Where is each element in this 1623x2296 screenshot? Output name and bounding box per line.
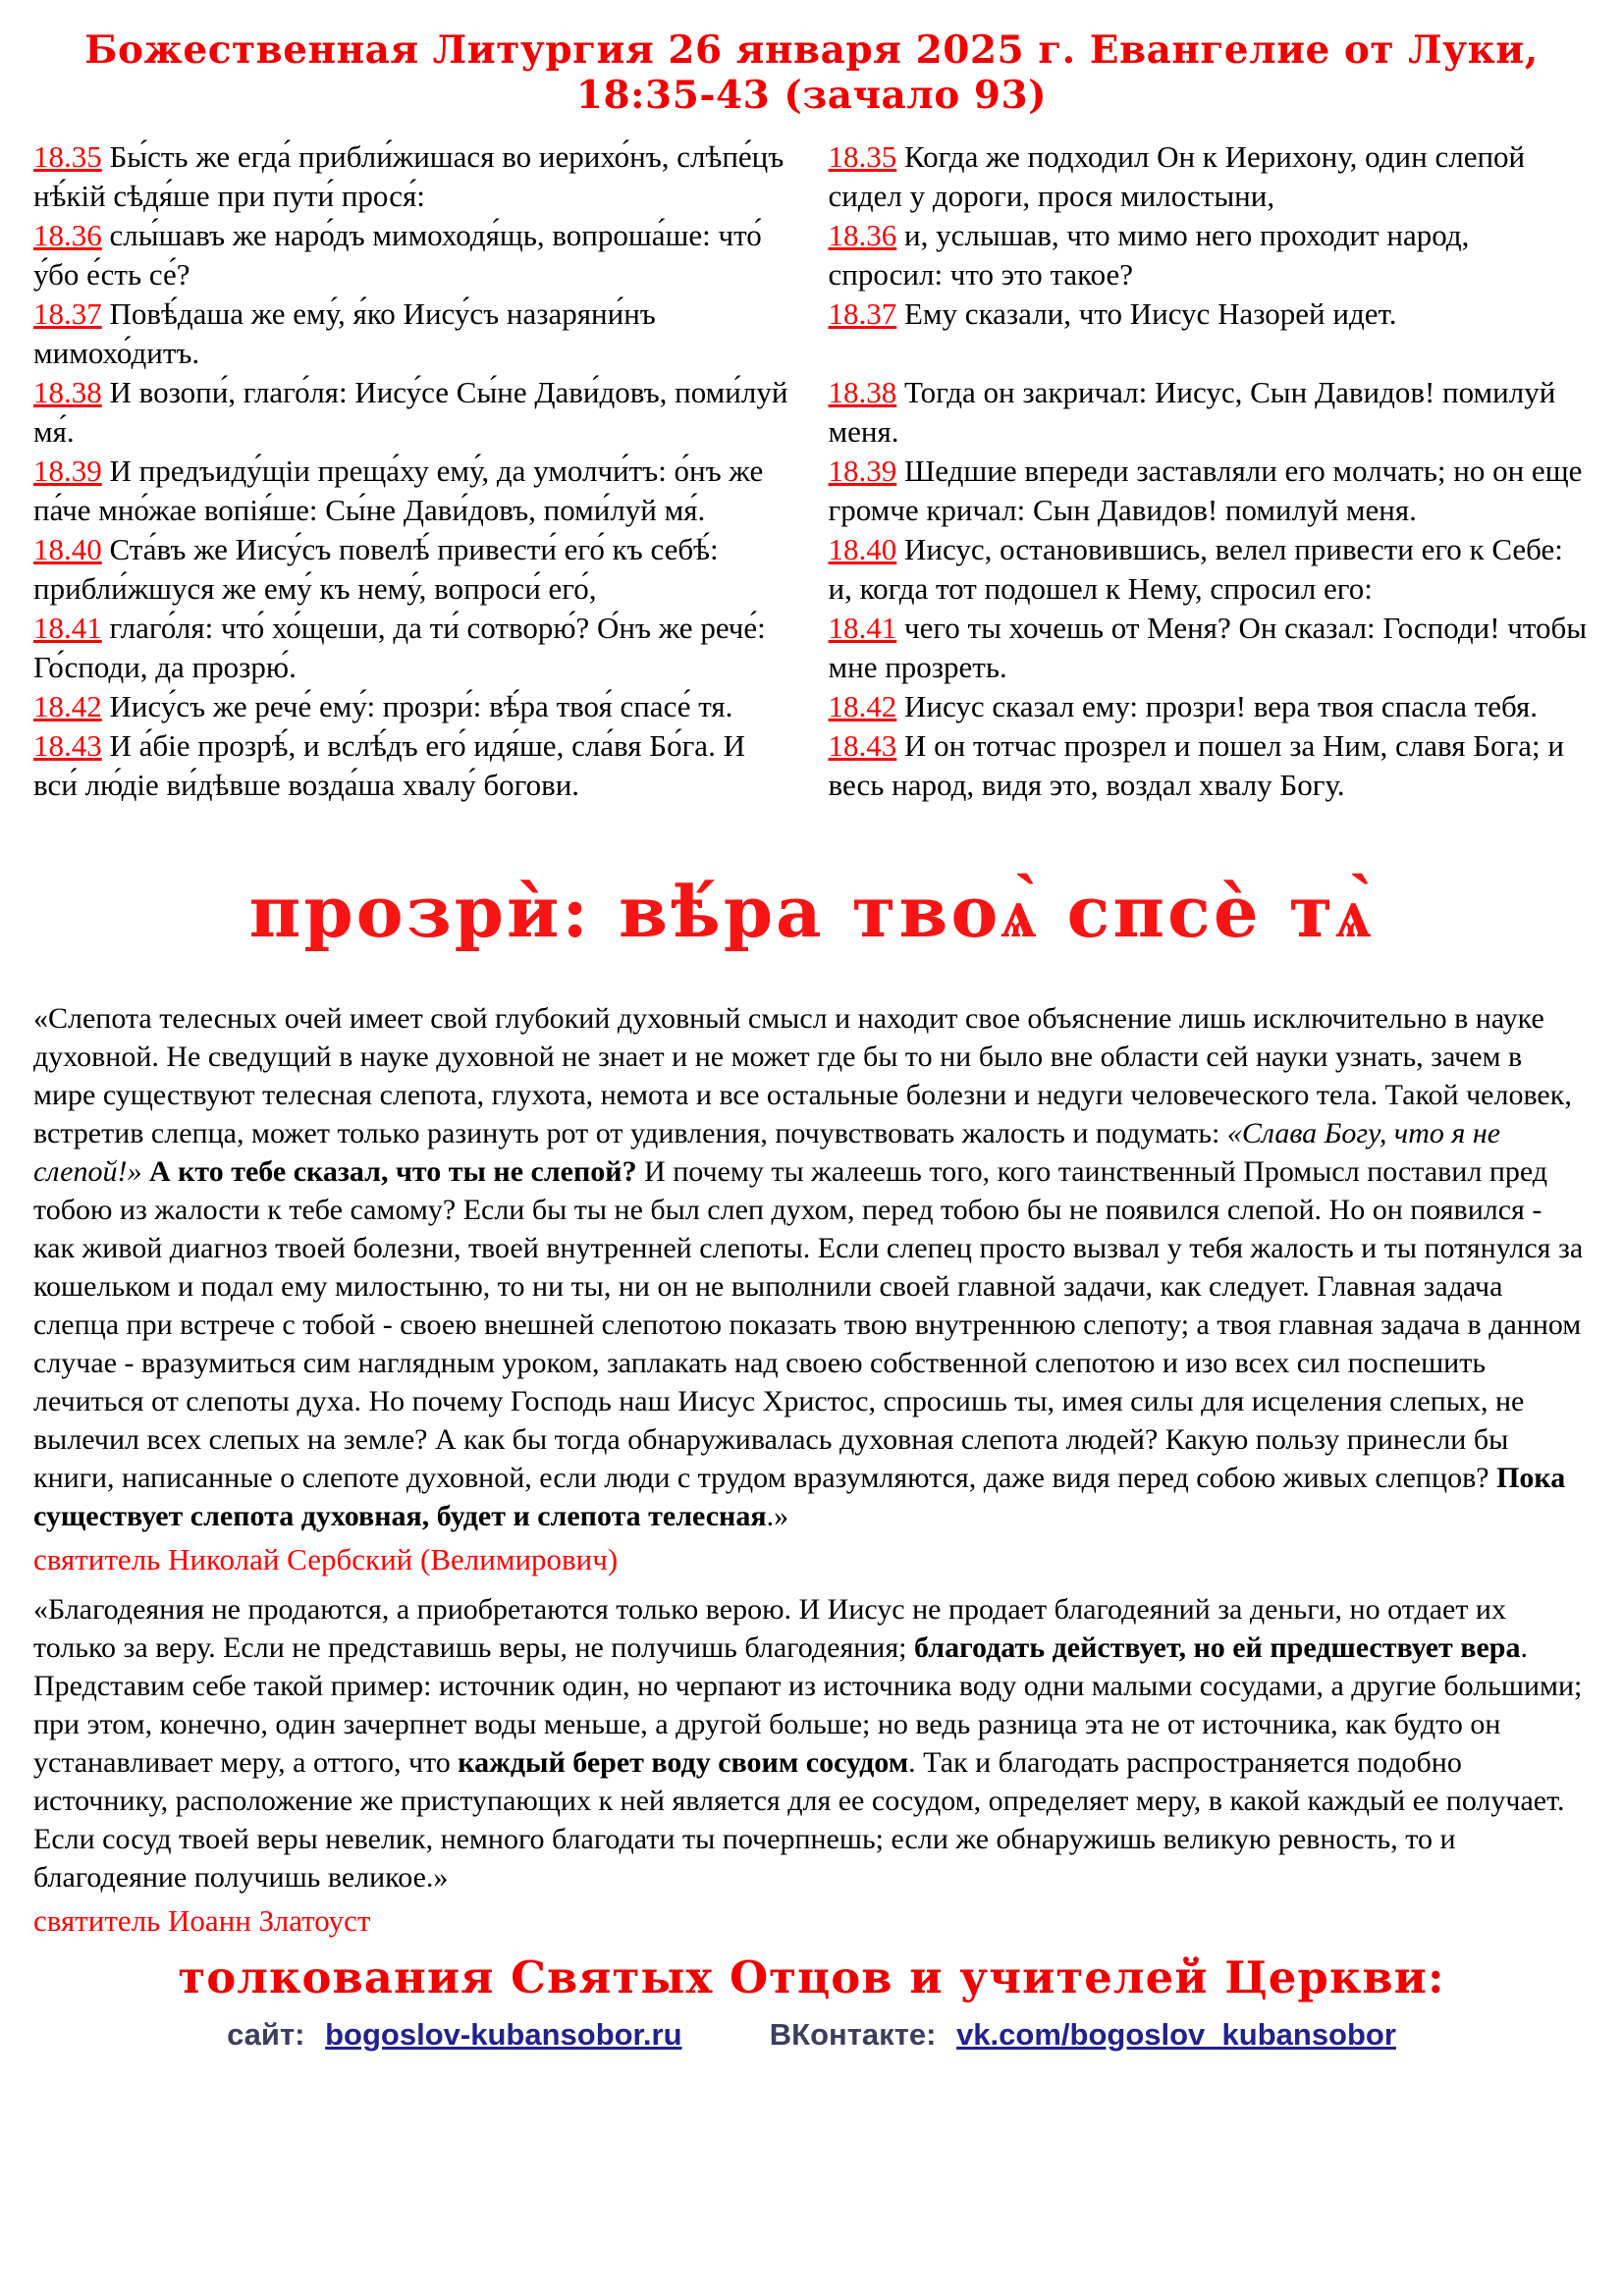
verse-number: 18.40 xyxy=(33,532,102,566)
vk-link[interactable]: vk.com/bogoslov_kubansobor xyxy=(956,2017,1396,2052)
text-segment: Пока существует слепота духовная, будет и слепота телесная xyxy=(33,1462,1566,1532)
verse-text-cs: 18.38 И возопи́, глаго́ля: Иису́се Сы́не Дави́довъ, поми́луй мя́. xyxy=(33,375,788,449)
commentary-heading: толкования Святых Отцов и учителей Церкви: xyxy=(178,1951,1445,2003)
verse-number: 18.35 xyxy=(828,139,897,174)
verse-number: 18.43 xyxy=(828,728,897,763)
verse-row xyxy=(33,452,1590,530)
verse-row xyxy=(33,373,1590,452)
verse-number: 18.36 xyxy=(828,218,897,252)
verse-row xyxy=(33,687,1590,726)
site-label: сайт: xyxy=(227,2017,305,2052)
verse-number: 18.41 xyxy=(828,611,897,645)
verse-text-ru: 18.43 И он тотчас прозрел и пошел за Ним, славя Бога; и весь народ, видя это, воздал хвалу Богу. xyxy=(828,728,1565,802)
text-segment: «Слепота телесных очей имеет свой глубокий духовный смысл и находит свое объяснение лишь исключительно в науке духовной. Не сведущий в науке духовной не знает и не может где бы то ни было вне области сей науки узнать, зачем в мире существуют телесная слепота, глухота, немота и все остальные болезни и недуги человеческого тела. Такой человек, встретив слепца, может только разинуть рот от удивления, почувствовать жалость и подумать: xyxy=(33,1002,1572,1149)
site-link[interactable]: bogoslov-kubansobor.ru xyxy=(325,2017,682,2052)
verse-text-cs: 18.36 слы́шавъ же наро́дъ мимоходя́щь, вопроша́ше: что́ у́бо е́сть се́? xyxy=(33,218,762,292)
commentary-section xyxy=(33,999,1590,1942)
verse-text-ru: 18.41 чего ты хочешь от Меня? Он сказал: Господи! чтобы мне прозреть. xyxy=(828,611,1588,684)
verse-text-cs: 18.40 Ста́въ же Иису́съ повелѣ́ привести́ его́ къ себѣ́: прибли́жшуся же ему́ къ нему́, вопроси́ его́, xyxy=(33,532,719,606)
verse-number: 18.41 xyxy=(33,611,102,645)
verse-text-cs: 18.35 Бы́сть же егда́ прибли́жишася во иерихо́нъ, слѣпе́цъ нѣ́кій сѣдя́ше при пути́ прося́: xyxy=(33,139,784,213)
verse-text-ru: 18.35 Когда же подходил Он к Иерихону, один слепой сидел у дороги, прося милостыни, xyxy=(828,139,1526,213)
attribution: святитель Иоанн Златоуст xyxy=(33,1903,371,1938)
verse-row xyxy=(33,609,1590,687)
text-segment: каждый берет воду своим сосудом xyxy=(458,1746,909,1779)
verse-number: 18.37 xyxy=(828,296,897,331)
page-title: Божественная Литургия 26 января 2025 г. Евангелие от Луки, 18:35-43 (зачало 93) xyxy=(84,27,1539,118)
verse-number: 18.39 xyxy=(828,454,897,488)
text-segment: . Так и благодать распространяется подобно источнику, расположение же приступающих к ней является для ее сосудом, определяет меру, в какой каждый ее получает. Если сосуд твоей веры невелик, немного благодати ты почерпнешь; если же обнаружишь великую ревность, то и благодеяние получишь великое.» xyxy=(33,1746,1565,1894)
verse-number: 18.40 xyxy=(828,532,897,566)
verse-text-ru: 18.36 и, услышав, что мимо него проходит народ, спросил: что это такое? xyxy=(828,218,1470,292)
verse-number: 18.42 xyxy=(828,689,897,723)
verse-text-ru: 18.38 Тогда он закричал: Иисус, Сын Давидов! помилуй меня. xyxy=(828,375,1556,449)
verse-number: 18.36 xyxy=(33,218,102,252)
verse-number: 18.35 xyxy=(33,139,102,174)
text-segment xyxy=(141,1155,149,1188)
verse-number: 18.38 xyxy=(33,375,102,409)
verse-number: 18.37 xyxy=(33,296,102,331)
verse-text-ru: 18.39 Шедшие впереди заставляли его молчать; но он еще громче кричал: Сын Давидов! помилуй меня. xyxy=(828,454,1583,527)
text-segment: «Благодеяния не продаются, а приобретаются только верою. И Иисус не продает благодеяний за деньги, но отдает их только за веру. Если не представишь веры, не получишь благодеяния; xyxy=(33,1593,1506,1664)
text-segment: .» xyxy=(766,1500,789,1532)
text-segment: И почему ты жалеешь того, кого таинственный Промысл поставил пред тобою из жалости к тебе самому? Если бы ты не был слеп духом, перед тобою бы не появился слепой. Но он появился - как живой диагноз твоей болезни, твоей внутренней слепоты. Если слепец просто вызвал у тебя жалость и ты потянулся за кошельком и подал ему милостыню, то ни ты, ни он не выполнили своей главной задачи, как следует. Главная задача слепца при встрече с тобой - своею внешней слепотою показать твою внутреннюю слепоту; а твоя главная задача в данном случае - вразумиться сим наглядным уроком, заплакать над своею собственной слепотою и изо всех сил поспешить лечиться от слепоты духа. Но почему Господь наш Иисус Христос, спросишь ты, имея силы для исцеления слепых, не вылечил всех слепых на земле? А как бы тогда обнаруживалась духовная слепота людей? Какую пользу принесли бы книги, написанные о слепоте духовной, если люди с трудом вразумляются, даже видя перед собою живых слепцов? xyxy=(33,1155,1584,1494)
attribution: святитель Николай Сербский (Велимирович) xyxy=(33,1542,619,1576)
verse-row xyxy=(33,530,1590,609)
commentary-paragraph xyxy=(33,1590,1590,1896)
slavonic-headline: прозрѝ: вѣ́ра твоѧ̀ спсѐ тѧ̀ xyxy=(248,870,1375,953)
verse-text-cs: 18.42 Иису́съ же рече́ ему́: прозри́: вѣ́ра твоя́ спасе́ тя. xyxy=(33,689,733,723)
text-segment: благодать действует, но ей предшествует вера xyxy=(913,1631,1521,1664)
verse-text-cs: 18.41 глаго́ля: что́ хо́щеши, да ти́ сотворю́? О́нъ же рече́: Го́споди, да прозрю́. xyxy=(33,611,766,684)
text-segment: А кто тебе сказал, что ты не слепой? xyxy=(148,1155,637,1188)
verse-text-ru: 18.40 Иисус, остановившись, велел привести его к Себе: и, когда тот подошел к Нему, спросил его: xyxy=(828,532,1563,606)
verse-text-cs: 18.39 И предъиду́щіи преща́ху ему́, да умолчи́тъ: о́нъ же па́че мно́жае вопія́ше: Сы́не Дави́довъ, поми́луй мя́. xyxy=(33,454,764,527)
text-segment: «Слава Богу, что я не слепой!» xyxy=(33,1117,1501,1188)
verse-number: 18.38 xyxy=(828,375,897,409)
verse-text-cs: 18.37 Повѣ́даша же ему́, я́ко Иису́съ назаряни́нъ мимохо́дитъ. xyxy=(33,296,656,370)
verse-row xyxy=(33,216,1590,294)
commentary-paragraph xyxy=(33,999,1590,1535)
verse-text-cs: 18.43 И а́біе прозрѣ́, и вслѣ́дъ его́ идя́ше, сла́вя Бо́га. И вси́ лю́діе ви́дѣвше возда́ша хвалу́ богови. xyxy=(33,728,745,802)
footer xyxy=(33,2013,1590,2056)
verse-text-ru: 18.42 Иисус сказал ему: прозри! вера твоя спасла тебя. xyxy=(828,689,1539,723)
gospel-verses xyxy=(33,137,1590,805)
verse-number: 18.42 xyxy=(33,689,102,723)
verse-row xyxy=(33,726,1590,805)
text-segment: . Представим себе такой пример: источник один, но черпают из источника воду одни малыми сосудами, а другие большими; при этом, конечно, один зачерпнет воды меньше, а другой больше; но ведь разница эта не от источника, как будто он устанавливает меру, а оттого, что xyxy=(33,1631,1583,1779)
vk-label: ВКонтакте: xyxy=(769,2017,937,2052)
verse-number: 18.43 xyxy=(33,728,102,763)
verse-row xyxy=(33,137,1590,216)
verse-number: 18.39 xyxy=(33,454,102,488)
verse-text-ru: 18.37 Ему сказали, что Иисус Назорей идет. xyxy=(828,296,1397,331)
verse-row xyxy=(33,294,1590,373)
